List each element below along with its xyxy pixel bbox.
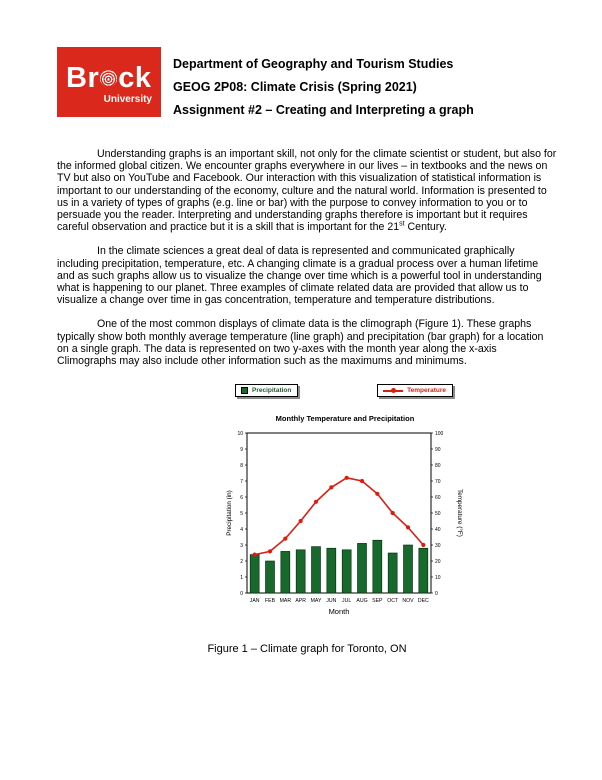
header-department-line: Department of Geography and Tourism Studies	[173, 57, 454, 71]
svg-text:90: 90	[435, 447, 441, 454]
chart-title: Monthly Temperature and Precipitation	[275, 414, 415, 424]
paragraph-understanding-graphs	[57, 148, 557, 233]
svg-text:2: 2	[240, 559, 243, 566]
header-course-line: GEOG 2P08: Climate Crisis (Spring 2021)	[173, 80, 417, 94]
svg-text:10: 10	[237, 431, 243, 438]
climograph-plot	[225, 425, 465, 630]
temperature-point	[391, 511, 395, 515]
svg-text:JUL: JUL	[342, 598, 352, 605]
paragraph-1-text-end: Century.	[404, 221, 447, 234]
svg-text:DEC: DEC	[417, 598, 429, 605]
svg-text:OCT: OCT	[387, 598, 399, 605]
svg-text:7: 7	[240, 479, 243, 486]
svg-text:10: 10	[435, 575, 441, 582]
temperature-point	[283, 537, 287, 541]
document-header	[57, 47, 557, 122]
paragraph-climate-sciences	[57, 245, 557, 306]
wordmark-text-post: ck	[118, 62, 152, 94]
logo-university-text: University	[103, 94, 152, 105]
legend-precipitation-label: Precipitation	[252, 387, 292, 395]
left-axis	[226, 431, 247, 597]
svg-text:Temperature (°F): Temperature (°F)	[456, 489, 463, 538]
header-assignment-line: Assignment #2 – Creating and Interpreting a graph	[173, 103, 474, 117]
header-title-block	[173, 47, 474, 122]
svg-text:80: 80	[435, 463, 441, 470]
precipitation-bar	[296, 550, 305, 593]
temperature-point	[421, 543, 425, 547]
temperature-point	[253, 553, 257, 557]
climograph-figure	[225, 384, 465, 635]
fingerprint-o-icon	[100, 70, 117, 87]
svg-text:0: 0	[240, 591, 243, 598]
svg-text:100: 100	[435, 431, 444, 438]
temperature-point	[299, 519, 303, 523]
legend-item-precipitation	[235, 384, 298, 397]
svg-text:JUN: JUN	[326, 598, 337, 605]
svg-text:60: 60	[435, 495, 441, 502]
svg-text:20: 20	[435, 559, 441, 566]
svg-text:Precipitation (in): Precipitation (in)	[226, 490, 233, 536]
svg-text:50: 50	[435, 511, 441, 518]
precipitation-swatch-icon	[241, 387, 248, 394]
precipitation-bar	[388, 553, 397, 593]
svg-text:0: 0	[435, 591, 438, 598]
svg-text:5: 5	[240, 511, 243, 518]
svg-text:8: 8	[240, 463, 243, 470]
svg-text:40: 40	[435, 527, 441, 534]
svg-text:JAN: JAN	[249, 598, 260, 605]
svg-text:NOV: NOV	[402, 598, 414, 605]
svg-text:APR: APR	[295, 598, 307, 605]
temperature-swatch-icon	[383, 390, 403, 392]
temperature-point	[268, 550, 272, 554]
chart-legend	[225, 384, 465, 397]
precipitation-bar	[358, 544, 367, 594]
precipitation-bar	[327, 548, 336, 593]
temperature-point	[314, 500, 318, 504]
temperature-point	[406, 526, 410, 530]
svg-text:4: 4	[240, 527, 243, 534]
paragraph-2-text: In the climate sciences a great deal of data is represented and communicated graphically including precipitation, temperature, etc. A changing climate is a gradual process over a human lifetime and as such graphs allow us to visualize the change over time which is a powerful tool in understanding what is happening to our planet. Three examples of climate related data are provided that allow us to visualize a change over time in gas concentration, temperature and temperature distributions.	[57, 245, 542, 307]
svg-text:9: 9	[240, 447, 243, 454]
svg-text:70: 70	[435, 479, 441, 486]
legend-temperature-label: Temperature	[407, 387, 446, 395]
svg-text:30: 30	[435, 543, 441, 550]
superscript-st: st	[399, 220, 405, 228]
precipitation-bar	[250, 555, 259, 593]
temperature-marker-icon	[391, 388, 396, 393]
precipitation-bar	[373, 540, 382, 593]
svg-text:MAY: MAY	[310, 598, 322, 605]
svg-text:SEP: SEP	[372, 598, 383, 605]
precipitation-bar	[404, 545, 413, 593]
x-axis	[250, 598, 429, 616]
temperature-point	[360, 479, 364, 483]
paragraph-climograph-intro	[57, 318, 557, 367]
right-axis	[431, 431, 464, 597]
precipitation-bar	[281, 552, 290, 594]
paragraph-3-text: One of the most common displays of climate data is the climograph (Figure 1). These graphs typically show both monthly average temperature (line graph) and precipitation (bar graph) for a location on a single graph. The data is represented on two y-axes with the month year along the x-axis Climographs may also include other information such as the maximums and minimums.	[57, 318, 544, 368]
svg-text:3: 3	[240, 543, 243, 550]
temperature-point	[345, 476, 349, 480]
temperature-point	[329, 486, 333, 490]
precipitation-bar	[419, 548, 428, 593]
svg-text:AUG: AUG	[356, 598, 368, 605]
wordmark-text-pre: Br	[66, 62, 100, 94]
precipitation-bar	[312, 547, 321, 593]
figure-caption: Figure 1 – Climate graph for Toronto, ON	[207, 643, 407, 656]
svg-text:MAR: MAR	[279, 598, 292, 605]
svg-text:FEB: FEB	[264, 598, 276, 605]
precipitation-bar	[266, 561, 275, 593]
brock-university-logo	[57, 47, 161, 117]
precipitation-bar	[342, 550, 351, 593]
svg-text:Month: Month	[328, 607, 350, 617]
temperature-point	[375, 492, 379, 496]
legend-item-temperature	[377, 384, 453, 397]
brock-wordmark	[66, 63, 152, 93]
paragraph-1-text: Understanding graphs is an important skill, not only for the climate scientist or student, but also for the informed global citizen. We encounter graphs everywhere in our lives – in textbooks and the news on TV but also on YouTube and Facebook. Our interaction with this visualization of statistical information is important to our understanding of the economy, culture and the natural world. Information is presented to us in a variety of types of graphs (e.g. line or bar) with the purpose to convey information to you or to persuade you the reader. Interpreting and understanding graphs therefore is important but it requires careful observation and practice but it is a skill that is important for the 21	[57, 148, 557, 234]
svg-text:1: 1	[240, 575, 243, 582]
svg-text:6: 6	[240, 495, 243, 502]
